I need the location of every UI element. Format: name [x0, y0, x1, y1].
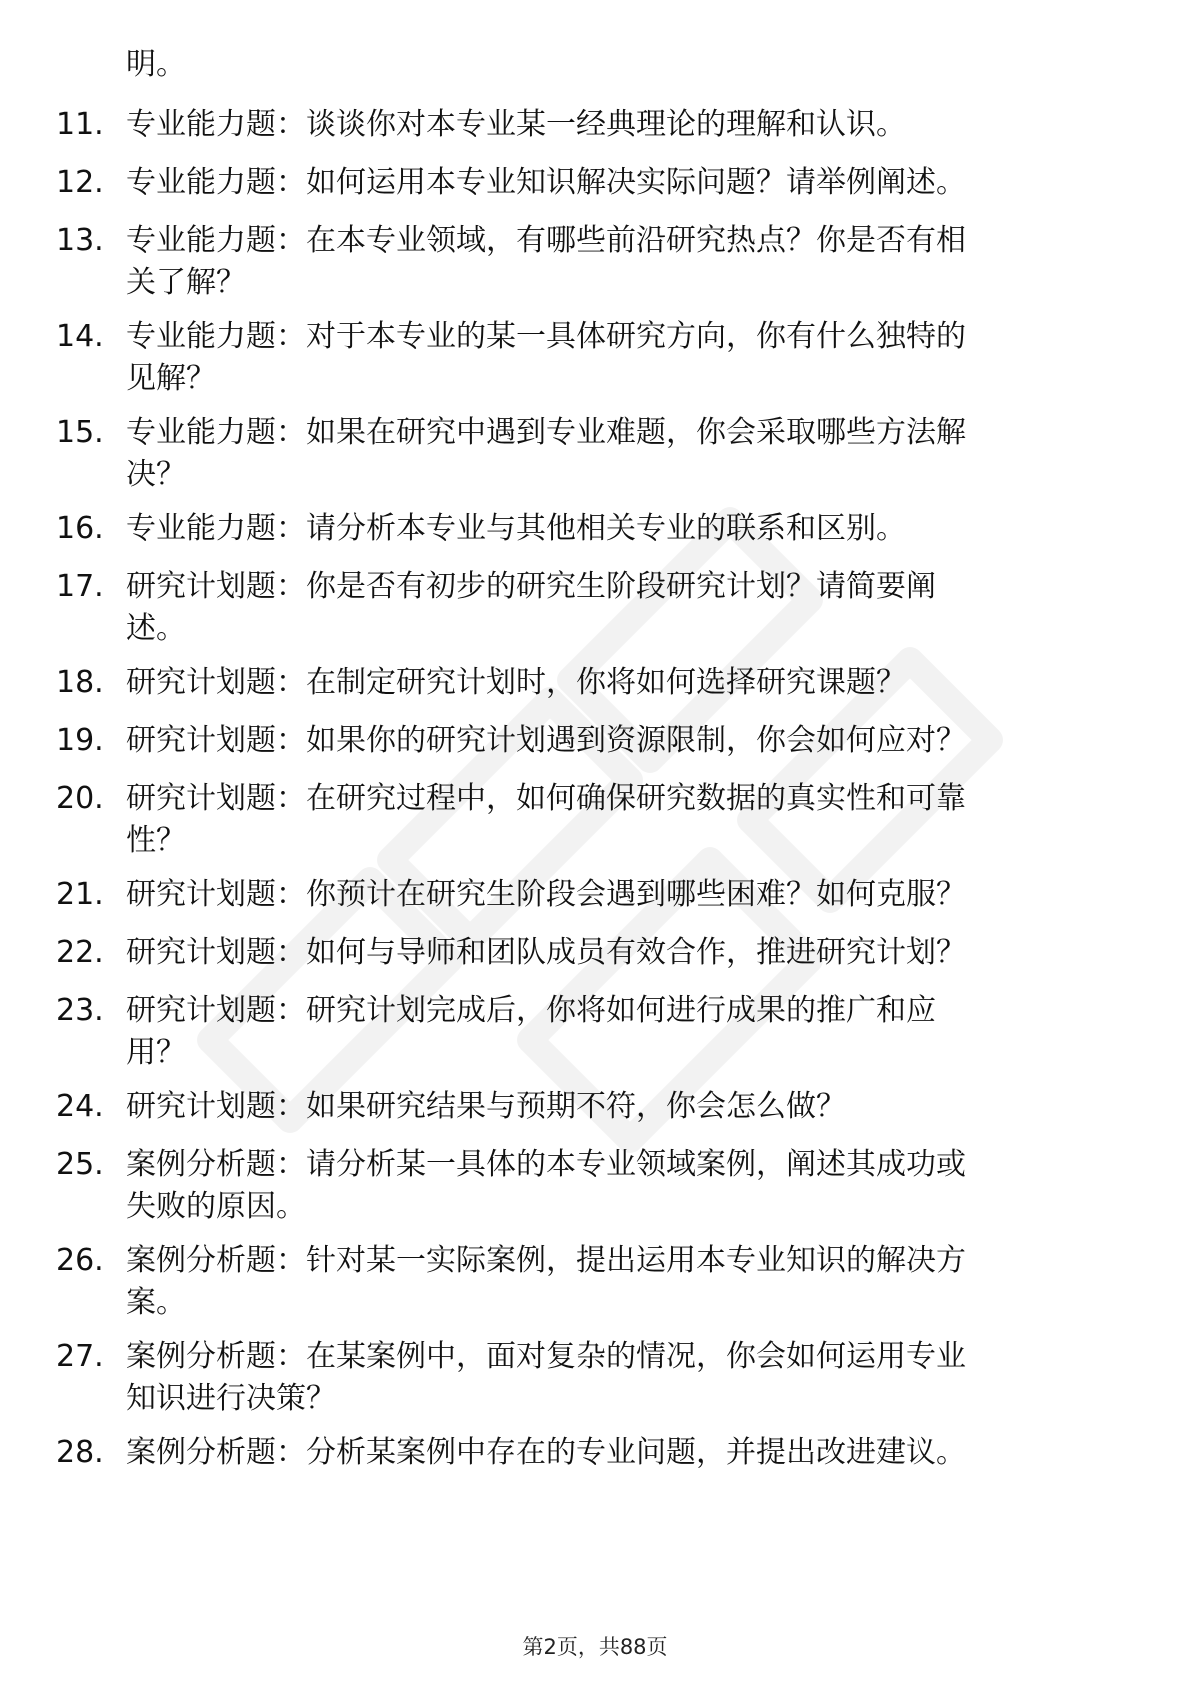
question-category: 研究计划题：	[126, 781, 306, 816]
question-category: 专业能力题：	[126, 319, 306, 354]
question-number: 25.	[56, 1147, 104, 1182]
question-body	[126, 316, 1116, 400]
question-body	[126, 662, 1116, 704]
question-body	[126, 162, 1116, 204]
question-number: 19.	[56, 723, 104, 758]
question-category: 研究计划题：	[126, 935, 306, 970]
question-body	[126, 1432, 1116, 1474]
question-body	[126, 720, 1116, 762]
question-category: 研究计划题：	[126, 993, 306, 1028]
question-category: 专业能力题：	[126, 415, 306, 450]
question-category: 案例分析题：	[126, 1435, 306, 1470]
question-text: 如果研究结果与预期不符，你会怎么做？	[306, 1089, 846, 1124]
question-category: 研究计划题：	[126, 877, 306, 912]
question-text: 如何运用本专业知识解决实际问题？请举例阐述。	[306, 165, 966, 200]
question-category: 研究计划题：	[126, 665, 306, 700]
question-body	[126, 1336, 1116, 1420]
question-text: 如何与导师和团队成员有效合作，推进研究计划？	[306, 935, 966, 970]
question-body	[126, 412, 1116, 496]
question-number: 18.	[56, 665, 104, 700]
question-text: 请分析本专业与其他相关专业的联系和区别。	[306, 511, 906, 546]
question-number: 27.	[56, 1339, 104, 1374]
question-category: 案例分析题：	[126, 1243, 306, 1278]
question-number: 15.	[56, 415, 104, 450]
question-text: 在研究过程中，如何确保研究数据的真实性和可靠 性？	[126, 781, 966, 858]
question-category: 专业能力题：	[126, 165, 306, 200]
question-number: 21.	[56, 877, 104, 912]
question-body	[126, 1086, 1116, 1128]
question-number: 26.	[56, 1243, 104, 1278]
question-text: 对于本专业的某一具体研究方向，你有什么独特的 见解？	[126, 319, 966, 396]
question-text: 在制定研究计划时，你将如何选择研究课题？	[306, 665, 906, 700]
question-category: 专业能力题：	[126, 223, 306, 258]
question-number: 16.	[56, 511, 104, 546]
question-text: 分析某案例中存在的专业问题，并提出改进建议。	[306, 1435, 966, 1470]
question-category: 案例分析题：	[126, 1339, 306, 1374]
question-number: 22.	[56, 935, 104, 970]
question-category: 研究计划题：	[126, 1089, 306, 1124]
question-number: 20.	[56, 781, 104, 816]
page-footer: 第2页，共88页	[522, 1635, 668, 1659]
question-body	[126, 1144, 1116, 1228]
question-number: 13.	[56, 223, 104, 258]
question-category: 研究计划题：	[126, 723, 306, 758]
question-number: 28.	[56, 1435, 104, 1470]
question-text: 你预计在研究生阶段会遇到哪些困难？如何克服？	[306, 877, 966, 912]
question-number: 12.	[56, 165, 104, 200]
question-number: 23.	[56, 993, 104, 1028]
question-body	[126, 104, 1116, 146]
question-text: 在某案例中，面对复杂的情况，你会如何运用专业 知识进行决策？	[126, 1339, 966, 1416]
question-text: 请分析某一具体的本专业领域案例，阐述其成功或 失败的原因。	[126, 1147, 966, 1224]
question-body	[126, 220, 1116, 304]
question-text: 你是否有初步的研究生阶段研究计划？请简要阐 述。	[126, 569, 936, 646]
question-text: 在本专业领域，有哪些前沿研究热点？你是否有相 关了解？	[126, 223, 966, 300]
question-body	[126, 874, 1116, 916]
question-text: 谈谈你对本专业某一经典理论的理解和认识。	[306, 107, 906, 142]
question-category: 专业能力题：	[126, 511, 306, 546]
question-text: 针对某一实际案例，提出运用本专业知识的解决方 案。	[126, 1243, 966, 1320]
question-body	[126, 990, 1116, 1074]
continuation-text: 明。	[126, 47, 186, 82]
question-text: 研究计划完成后，你将如何进行成果的推广和应 用？	[126, 993, 936, 1070]
question-category: 案例分析题：	[126, 1147, 306, 1182]
question-body	[126, 508, 1116, 550]
question-number: 11.	[56, 107, 104, 142]
question-text: 如果你的研究计划遇到资源限制，你会如何应对？	[306, 723, 966, 758]
question-number: 24.	[56, 1089, 104, 1124]
question-number: 17.	[56, 569, 104, 604]
question-category: 研究计划题：	[126, 569, 306, 604]
question-body	[126, 566, 1116, 650]
question-body	[126, 778, 1116, 862]
question-text: 如果在研究中遇到专业难题，你会采取哪些方法解 决？	[126, 415, 966, 492]
question-category: 专业能力题：	[126, 107, 306, 142]
question-body	[126, 1240, 1116, 1324]
question-number: 14.	[56, 319, 104, 354]
question-body	[126, 932, 1116, 974]
